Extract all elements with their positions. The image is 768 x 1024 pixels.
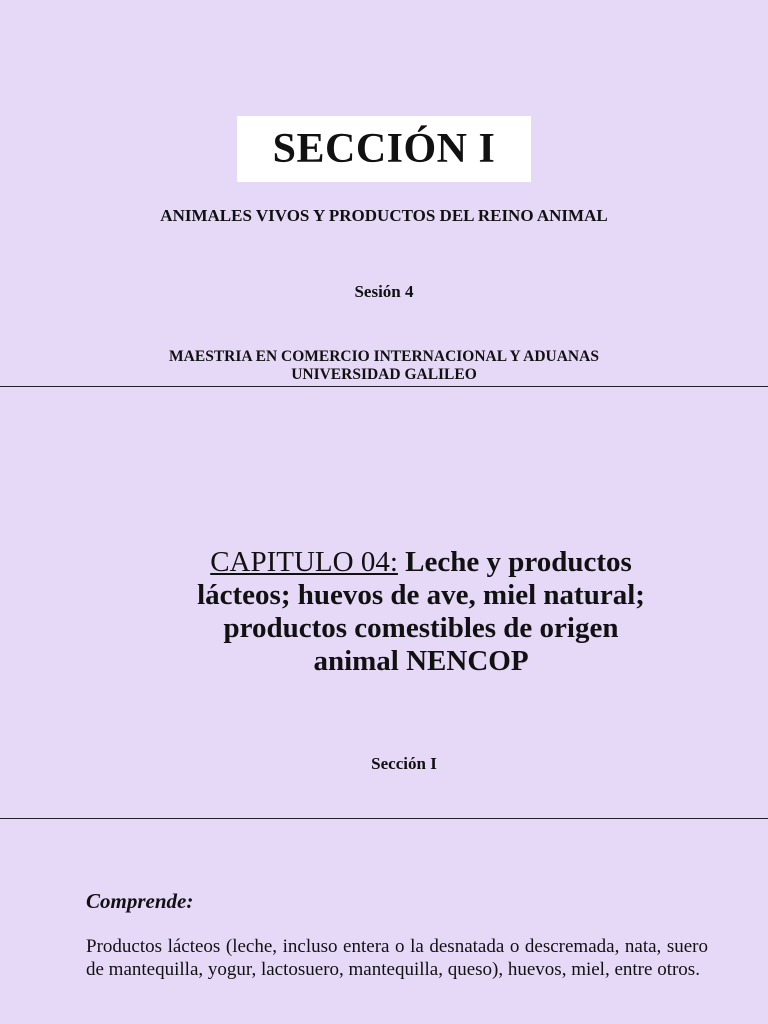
chapter-title: Leche y productos lácteos; huevos de ave, miel natural; productos comestibles de origen animal NENCOP [197,546,645,677]
chapter-label: CAPITULO 04: [210,546,398,578]
chapter-section-label: Sección I [371,754,437,773]
university-name: UNIVERSIDAD GALILEO [291,366,477,383]
session-label: Sesión 4 [354,282,414,301]
page-divider-top [0,386,768,387]
section-title: SECCIÓN I [272,126,496,172]
content-paragraph: Productos lácteos (leche, incluso entera o la desnatada o descremada, nata, suero de mantequilla, yogur, lactosuero, mantequilla, queso), huevos, miel, entre otros. [86,936,708,980]
section-title-box [237,116,531,182]
page-divider-bottom [0,818,768,819]
program-name: MAESTRIA EN COMERCIO INTERNACIONAL Y ADUANAS [169,348,599,365]
program-info [100,348,668,384]
section-subtitle: ANIMALES VIVOS Y PRODUCTOS DEL REINO ANIMAL [160,206,608,225]
chapter-heading [196,546,646,678]
content-heading: Comprende: [86,889,194,913]
